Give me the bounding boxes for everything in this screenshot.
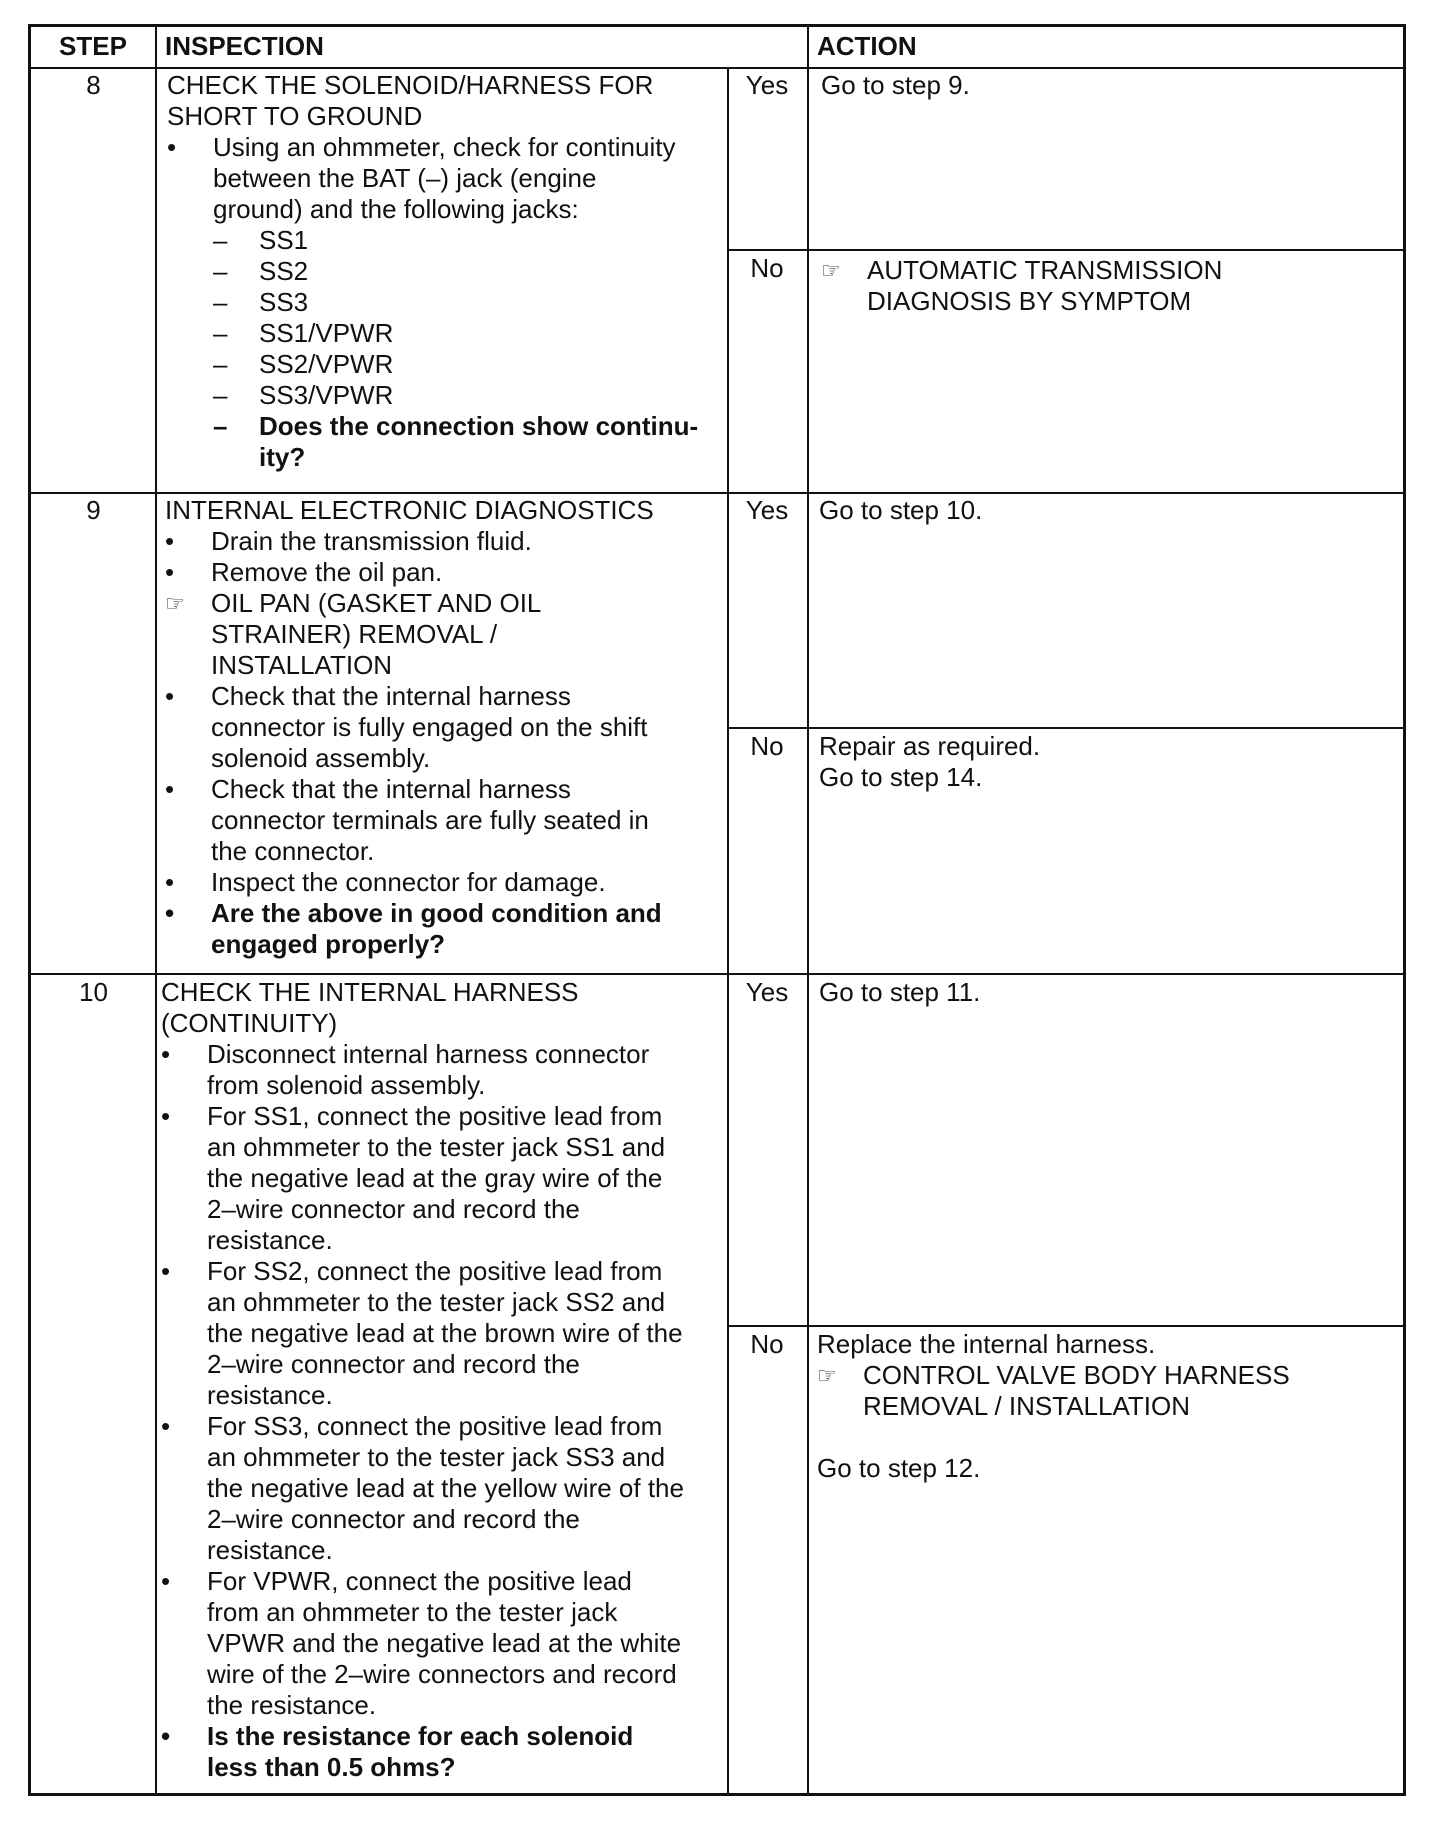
dash-icon: – <box>213 256 228 286</box>
question-item: • Are the above in good condition and engaged properly? <box>165 898 662 959</box>
yes-action: Go to step 9. <box>821 70 970 100</box>
dash-item: – SS3/VPWR <box>213 380 394 410</box>
reference-item: ☞ OIL PAN (GASKET AND OIL STRAINER) REMOVAL / INSTALLATION <box>165 588 542 680</box>
bullet-item: • For VPWR, connect the positive lead from an ohmmeter to the tester jack VPWR and the negative lead at the white wire of the 2–wire connectors and record the resistance. <box>161 1566 682 1720</box>
no-action: Repair as required. Go to step 14. <box>819 731 1041 792</box>
bullet-item: • Check that the internal harness connector is fully engaged on the shift solenoid assembly. <box>165 681 648 773</box>
row-divider-9-10 <box>31 973 1403 975</box>
yes-no-divider-10 <box>727 1325 1403 1327</box>
step-number: 10 <box>79 977 108 1007</box>
bullet-icon: • <box>165 557 175 587</box>
header-underline <box>31 67 1403 69</box>
inspection-step-9 <box>165 495 662 960</box>
bullet-item: • For SS3, connect the positive lead from an ohmmeter to the tester jack SS3 and the negative lead at the yellow wire of the 2–wire connector and record the resistance. <box>161 1411 684 1565</box>
dash-item: – SS2/VPWR <box>213 349 394 379</box>
yes-no-divider-8 <box>727 249 1403 251</box>
bullet-item: • For SS1, connect the positive lead from an ohmmeter to the tester jack SS1 and the negative lead at the gray wire of the 2–wire connector and record the resistance. <box>161 1101 666 1255</box>
dash-item: – SS3 <box>213 287 309 317</box>
bullet-icon: • <box>161 1566 171 1596</box>
yes-action: Go to step 11. <box>819 977 981 1007</box>
inspection-step-8 <box>167 70 698 473</box>
inspection-title: CHECK THE INTERNAL HARNESS <box>161 977 579 1007</box>
bullet-item: • Check that the internal harness connector terminals are fully seated in the connector. <box>165 774 649 866</box>
no-label: No <box>750 731 784 761</box>
inspection-title: SHORT TO GROUND <box>167 101 423 131</box>
inspection-step-10 <box>161 977 684 1783</box>
bullet-icon: • <box>161 1101 171 1131</box>
bullet-icon: • <box>161 1039 171 1069</box>
no-label: No <box>750 1329 784 1359</box>
dash-item: – SS1 <box>213 225 309 255</box>
dash-icon: – <box>213 349 228 379</box>
bullet-item: • Remove the oil pan. <box>165 557 443 587</box>
step-number: 8 <box>86 70 101 100</box>
yes-label: Yes <box>745 495 789 525</box>
dash-icon: – <box>213 380 228 410</box>
dash-icon: – <box>213 411 228 441</box>
yes-label: Yes <box>745 70 789 100</box>
pointing-hand-icon: ☞ <box>165 591 185 616</box>
divider-yesno <box>727 67 729 1793</box>
bullet-item: • Disconnect internal harness connector from solenoid assembly. <box>161 1039 650 1100</box>
bullet-icon: • <box>165 898 175 928</box>
step-number: 9 <box>86 495 101 525</box>
bullet-item: • Using an ohmmeter, check for continuity between the BAT (–) jack (engine ground) and the following jacks: <box>167 132 676 224</box>
question-item: • Is the resistance for each solenoid less than 0.5 ohms? <box>161 1721 634 1782</box>
dash-item: – SS1/VPWR <box>213 318 394 348</box>
bullet-icon: • <box>165 867 175 897</box>
no-action-reference: ☞ AUTOMATIC TRANSMISSION DIAGNOSIS BY SYMPTOM <box>821 255 1223 316</box>
bullet-icon: • <box>161 1721 171 1751</box>
header-step: STEP <box>59 31 127 61</box>
bullet-item: • Inspect the connector for damage. <box>165 867 606 897</box>
header-inspection: INSPECTION <box>165 31 324 61</box>
bullet-item: • Drain the transmission fluid. <box>165 526 532 556</box>
dash-icon: – <box>213 225 228 255</box>
dash-icon: – <box>213 287 228 317</box>
header-action: ACTION <box>817 31 917 61</box>
bullet-item: • For SS2, connect the positive lead from an ohmmeter to the tester jack SS2 and the negative lead at the brown wire of the 2–wire connector and record the resistance. <box>161 1256 683 1410</box>
inspection-title: CHECK THE SOLENOID/HARNESS FOR <box>167 70 654 100</box>
bullet-icon: • <box>161 1411 171 1441</box>
bullet-icon: • <box>165 681 175 711</box>
no-label: No <box>750 253 784 283</box>
inspection-title: (CONTINUITY) <box>161 1008 338 1038</box>
bullet-icon: • <box>167 132 177 162</box>
pointing-hand-icon: ☞ <box>817 1363 837 1388</box>
diagnostic-table <box>28 24 1406 1796</box>
divider-action <box>807 27 809 1793</box>
row-divider-8-9 <box>31 492 1403 494</box>
question-item: – Does the connection show continu- ity? <box>213 411 699 472</box>
inspection-title: INTERNAL ELECTRONIC DIAGNOSTICS <box>165 495 654 525</box>
yes-label: Yes <box>745 977 789 1007</box>
bullet-icon: • <box>165 774 175 804</box>
bullet-icon: • <box>161 1256 171 1286</box>
dash-icon: – <box>213 318 228 348</box>
dash-item: – SS2 <box>213 256 309 286</box>
divider-step <box>155 27 157 1793</box>
no-action: Replace the internal harness. ☞ CONTROL VALVE BODY HARNESS REMOVAL / INSTALLATION Go to step 12. <box>817 1329 1290 1483</box>
no-action-reference: ☞ CONTROL VALVE BODY HARNESS REMOVAL / INSTALLATION <box>817 1360 1290 1421</box>
yes-action: Go to step 10. <box>819 495 983 525</box>
yes-no-divider-9 <box>727 727 1403 729</box>
pointing-hand-icon: ☞ <box>821 258 841 283</box>
bullet-icon: • <box>165 526 175 556</box>
